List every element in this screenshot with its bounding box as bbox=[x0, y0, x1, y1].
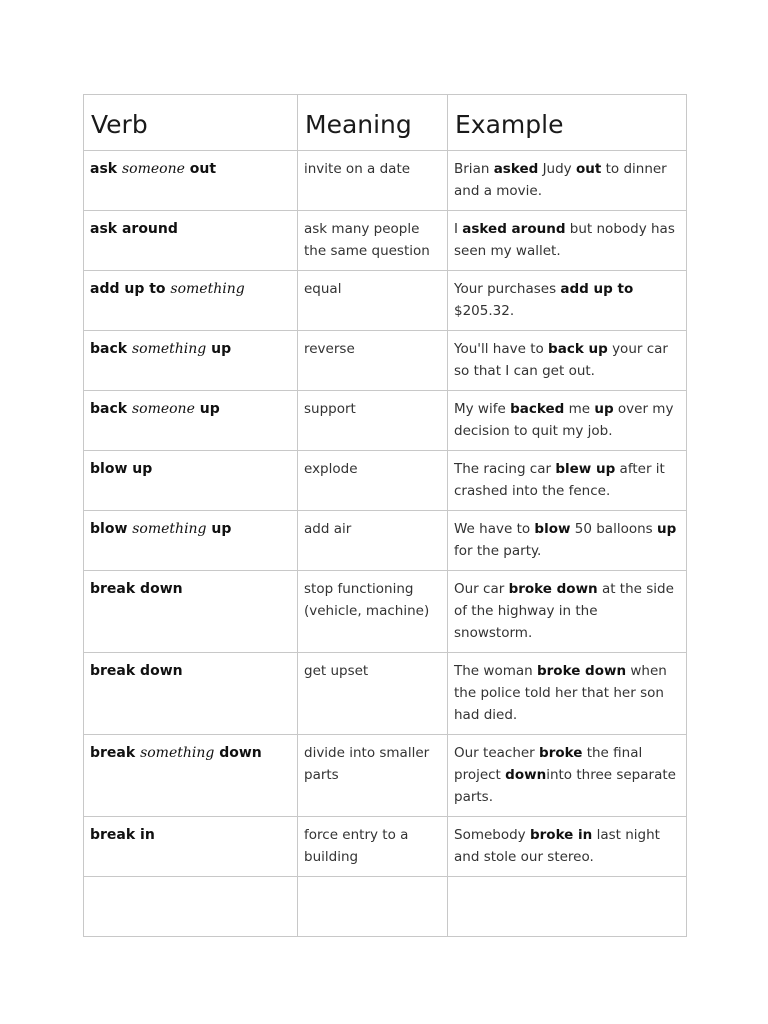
verb-text bbox=[84, 877, 297, 936]
verb-cell bbox=[84, 211, 298, 271]
bold-text: out bbox=[184, 161, 217, 177]
verb-cell bbox=[84, 653, 298, 735]
verb-cell bbox=[84, 877, 298, 937]
text-run: 50 balloons bbox=[570, 521, 657, 537]
text-run: Your purchases bbox=[454, 281, 561, 297]
bold-text: back up bbox=[548, 341, 608, 357]
example-cell bbox=[448, 511, 687, 571]
example-text bbox=[448, 331, 686, 390]
meaning-text: add air bbox=[304, 521, 352, 537]
meaning-text: equal bbox=[304, 281, 342, 297]
bold-text: broke in bbox=[529, 827, 593, 843]
verb-text bbox=[84, 271, 297, 330]
bold-text: up bbox=[594, 401, 614, 417]
bold-text: break bbox=[90, 745, 141, 761]
verb-text bbox=[84, 451, 297, 510]
table-header-row bbox=[84, 95, 687, 151]
verb-text bbox=[84, 571, 297, 652]
italic-text: something bbox=[132, 521, 207, 537]
text-run: at the side of the highway in the snowstorm. bbox=[454, 581, 674, 641]
bold-text: asked bbox=[493, 161, 539, 177]
example-text bbox=[448, 271, 686, 330]
example-cell bbox=[448, 331, 687, 391]
bold-text: up bbox=[656, 521, 677, 537]
meaning-cell bbox=[298, 451, 448, 511]
example-cell bbox=[448, 653, 687, 735]
meaning-text: get upset bbox=[304, 663, 369, 679]
meaning-text: force entry to a building bbox=[304, 827, 409, 865]
table-body bbox=[84, 151, 687, 937]
bold-text: broke bbox=[539, 745, 583, 761]
verb-cell bbox=[84, 271, 298, 331]
meaning-text: divide into smaller parts bbox=[304, 745, 430, 783]
table-row bbox=[84, 511, 687, 571]
meaning-text: invite on a date bbox=[304, 161, 411, 177]
header-meaning: Meaning bbox=[298, 95, 448, 151]
italic-text: something bbox=[170, 281, 245, 297]
verb-cell bbox=[84, 151, 298, 211]
verb-cell bbox=[84, 391, 298, 451]
example-text bbox=[448, 451, 686, 510]
text-run: Somebody bbox=[454, 827, 530, 843]
text-run: Our teacher bbox=[454, 745, 540, 761]
text-run: the final project bbox=[454, 745, 643, 783]
bold-text: break in bbox=[90, 827, 155, 843]
verb-text bbox=[84, 735, 297, 816]
text-run: when the police told her that her son had died. bbox=[454, 663, 667, 723]
example-text bbox=[448, 211, 686, 270]
example-text bbox=[448, 571, 686, 652]
verb-text bbox=[84, 511, 297, 570]
meaning-text: support bbox=[304, 401, 356, 417]
meaning-cell bbox=[298, 331, 448, 391]
text-run: My wife bbox=[454, 401, 511, 417]
table-row bbox=[84, 735, 687, 817]
meaning-text: explode bbox=[304, 461, 358, 477]
meaning-cell bbox=[298, 877, 448, 937]
bold-text: ask around bbox=[90, 221, 178, 237]
meaning-cell bbox=[298, 211, 448, 271]
bold-text: asked around bbox=[462, 221, 566, 237]
bold-text: back bbox=[90, 401, 132, 417]
example-text bbox=[448, 653, 686, 734]
text-run: $205.32. bbox=[454, 303, 515, 319]
table-row bbox=[84, 817, 687, 877]
meaning-cell bbox=[298, 391, 448, 451]
text-run: your car so that I can get out. bbox=[454, 341, 668, 379]
example-cell bbox=[448, 451, 687, 511]
example-text bbox=[448, 151, 686, 210]
header-verb: Verb bbox=[84, 95, 298, 151]
text-run: Judy bbox=[538, 161, 576, 177]
example-text bbox=[448, 817, 686, 876]
table-row bbox=[84, 877, 687, 937]
verb-cell bbox=[84, 817, 298, 877]
verb-cell bbox=[84, 451, 298, 511]
table-row bbox=[84, 571, 687, 653]
verb-text bbox=[84, 331, 297, 390]
example-cell bbox=[448, 151, 687, 211]
meaning-cell bbox=[298, 271, 448, 331]
text-run: I bbox=[454, 221, 463, 237]
text-run: Our car bbox=[454, 581, 509, 597]
meaning-cell bbox=[298, 151, 448, 211]
verb-text bbox=[84, 211, 297, 270]
italic-text: something bbox=[140, 745, 215, 761]
bold-text: backed bbox=[510, 401, 565, 417]
meaning-cell bbox=[298, 653, 448, 735]
text-run: me bbox=[564, 401, 595, 417]
verb-text bbox=[84, 653, 297, 734]
text-run: but nobody has seen my wallet. bbox=[454, 221, 675, 259]
table-row bbox=[84, 211, 687, 271]
verb-cell bbox=[84, 511, 298, 571]
table-row bbox=[84, 391, 687, 451]
text-run: You'll have to bbox=[454, 341, 549, 357]
example-cell bbox=[448, 817, 687, 877]
bold-text: up bbox=[194, 401, 220, 417]
meaning-text bbox=[298, 877, 447, 936]
text-run: into three separate parts. bbox=[454, 767, 676, 805]
example-cell bbox=[448, 571, 687, 653]
verb-text bbox=[84, 151, 297, 210]
example-text bbox=[448, 877, 686, 936]
bold-text: add up to bbox=[560, 281, 634, 297]
table-row bbox=[84, 653, 687, 735]
meaning-cell bbox=[298, 511, 448, 571]
table-row bbox=[84, 331, 687, 391]
bold-text: down bbox=[505, 767, 547, 783]
bold-text: out bbox=[575, 161, 602, 177]
bold-text: down bbox=[214, 745, 262, 761]
phrasal-verbs-table bbox=[83, 94, 687, 937]
example-text bbox=[448, 391, 686, 450]
example-cell bbox=[448, 211, 687, 271]
meaning-cell bbox=[298, 817, 448, 877]
table-row bbox=[84, 151, 687, 211]
bold-text: up bbox=[206, 521, 232, 537]
bold-text: up bbox=[206, 341, 232, 357]
italic-text: someone bbox=[121, 161, 185, 177]
header-example: Example bbox=[448, 95, 687, 151]
meaning-text: ask many people the same question bbox=[304, 221, 430, 259]
bold-text: blew up bbox=[555, 461, 616, 477]
italic-text: something bbox=[131, 341, 207, 357]
example-text bbox=[448, 511, 686, 570]
example-cell bbox=[448, 877, 687, 937]
text-run: last night and stole our stereo. bbox=[454, 827, 660, 865]
example-text bbox=[448, 735, 686, 816]
table-row bbox=[84, 271, 687, 331]
verb-text bbox=[84, 391, 297, 450]
text-run: Brian bbox=[454, 161, 494, 177]
bold-text: broke down bbox=[508, 581, 598, 597]
table-row bbox=[84, 451, 687, 511]
bold-text: broke down bbox=[536, 663, 627, 679]
text-run: over my decision to quit my job. bbox=[454, 401, 674, 439]
text-run: The racing car bbox=[454, 461, 556, 477]
bold-text: add up to bbox=[90, 281, 171, 297]
bold-text: blow up bbox=[90, 461, 153, 477]
verb-text bbox=[84, 817, 297, 876]
meaning-cell bbox=[298, 571, 448, 653]
text-run: to dinner and a movie. bbox=[454, 161, 667, 199]
bold-text: blow bbox=[90, 521, 133, 537]
verb-cell bbox=[84, 571, 298, 653]
text-run: after it crashed into the fence. bbox=[454, 461, 665, 499]
example-cell bbox=[448, 391, 687, 451]
example-cell bbox=[448, 735, 687, 817]
verb-cell bbox=[84, 735, 298, 817]
meaning-cell bbox=[298, 735, 448, 817]
bold-text: back bbox=[90, 341, 132, 357]
bold-text: break down bbox=[90, 581, 183, 597]
bold-text: break down bbox=[90, 663, 183, 679]
bold-text: blow bbox=[534, 521, 571, 537]
italic-text: someone bbox=[131, 401, 195, 417]
text-run: for the party. bbox=[454, 543, 542, 559]
bold-text: ask bbox=[90, 161, 122, 177]
verb-cell bbox=[84, 331, 298, 391]
example-cell bbox=[448, 271, 687, 331]
meaning-text: stop functioning (vehicle, machine) bbox=[304, 581, 430, 619]
meaning-text: reverse bbox=[304, 341, 355, 357]
text-run: We have to bbox=[454, 521, 535, 537]
text-run: The woman bbox=[454, 663, 537, 679]
